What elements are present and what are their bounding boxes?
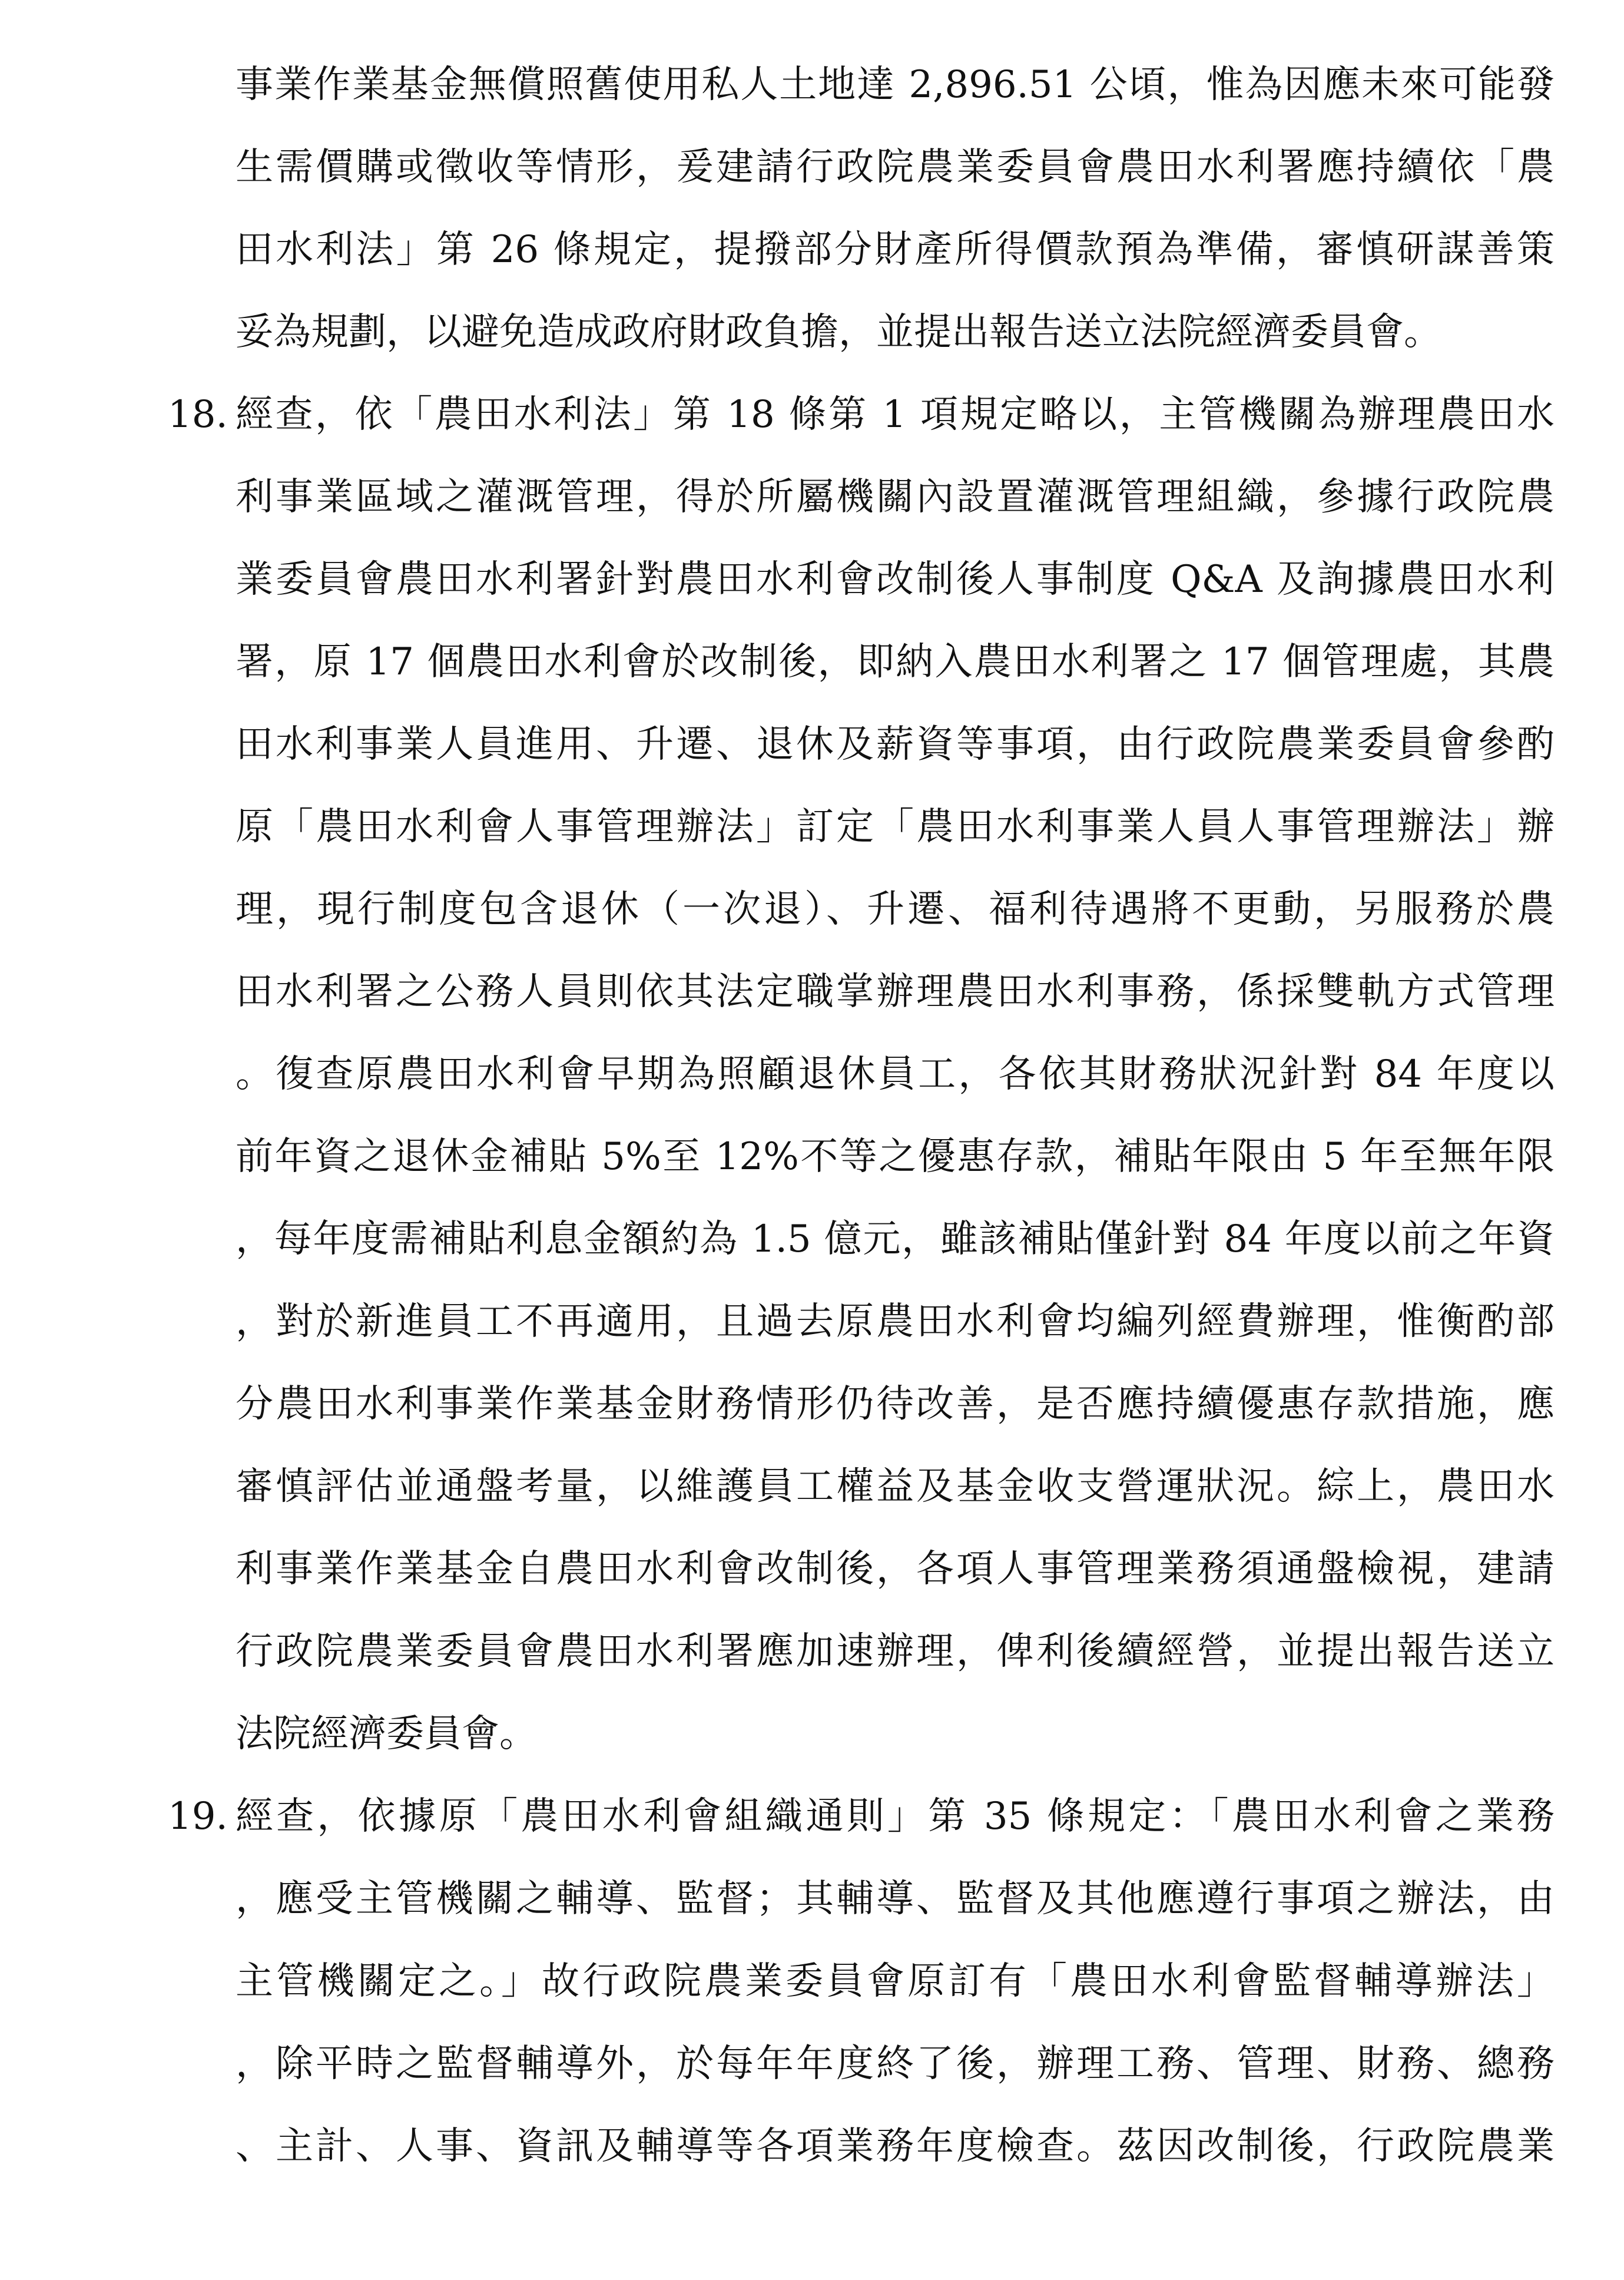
item-19-line: 經查，依據原「農田水利會組織通則」第 35 條規定：「農田水利會之業務: [236, 1795, 1555, 1838]
item-18-line: 審慎評估並通盤考量，以維護員工權益及基金收支營運狀況。綜上，農田水: [236, 1465, 1555, 1508]
item-18-line: 法院經濟委員會。: [236, 1712, 537, 1756]
item-number: 18.: [168, 393, 228, 436]
item-18-line: 分農田水利事業作業基金財務情形仍待改善，是否應持續優惠存款措施，應: [236, 1382, 1555, 1426]
intro-line: 田水利法」第 26 條規定，提撥部分財產所得價款預為準備，審慎研謀善策: [236, 228, 1555, 272]
item-18-line: 。復查原農田水利會早期為照顧退休員工，各依其財務狀況針對 84 年度以: [236, 1053, 1555, 1096]
item-18-line: 業委員會農田水利署針對農田水利會改制後人事制度 Q&A 及詢據農田水利: [236, 558, 1555, 601]
item-18-line: 署，原 17 個農田水利會於改制後，即納入農田水利署之 17 個管理處，其農: [236, 640, 1555, 684]
intro-line: 生需價購或徵收等情形，爰建請行政院農業委員會農田水利署應持續依「農: [236, 145, 1555, 189]
item-18-line: 田水利事業人員進用、升遷、退休及薪資等事項，由行政院農業委員會參酌: [236, 723, 1555, 766]
item-18-line: 利事業區域之灌溉管理，得於所屬機關內設置灌溉管理組織，參據行政院農: [236, 475, 1555, 519]
item-19-line: ，除平時之監督輔導外，於每年年度終了後，辦理工務、管理、財務、總務: [236, 2042, 1555, 2086]
item-18-line: 理，現行制度包含退休（一次退）、升遷、福利待遇將不更動，另服務於農: [236, 888, 1555, 931]
item-18-line: 利事業作業基金自農田水利會改制後，各項人事管理業務須通盤檢視，建請: [236, 1547, 1555, 1591]
item-18-line: ，每年度需補貼利息金額約為 1.5 億元，雖該補貼僅針對 84 年度以前之年資: [236, 1217, 1555, 1261]
item-18-line: 經查，依「農田水利法」第 18 條第 1 項規定略以，主管機關為辦理農田水: [236, 393, 1555, 436]
item-18-line: ，對於新進員工不再適用，且過去原農田水利會均編列經費辦理，惟衡酌部: [236, 1300, 1555, 1343]
item-19-line: ，應受主管機關之輔導、監督；其輔導、監督及其他應遵行事項之辦法，由: [236, 1877, 1555, 1921]
item-number: 19.: [168, 1795, 228, 1838]
item-18-line: 田水利署之公務人員則依其法定職掌辦理農田水利事務，係採雙軌方式管理: [236, 970, 1555, 1014]
intro-line: 事業作業基金無償照舊使用私人土地達 2,896.51 公頃，惟為因應未來可能發: [236, 63, 1555, 107]
intro-line: 妥為規劃，以避免造成政府財政負擔，並提出報告送立法院經濟委員會。: [236, 310, 1441, 354]
item-18-line: 前年資之退休金補貼 5%至 12%不等之優惠存款，補貼年限由 5 年至無年限: [236, 1135, 1555, 1179]
item-19-line: 、主計、人事、資訊及輔導等各項業務年度檢查。茲因改制後，行政院農業: [236, 2125, 1555, 2168]
item-18-line: 原「農田水利會人事管理辦法」訂定「農田水利事業人員人事管理辦法」辦: [236, 805, 1555, 849]
item-18-line: 行政院農業委員會農田水利署應加速辦理，俾利後續經營，並提出報告送立: [236, 1630, 1555, 1673]
item-19-line: 主管機關定之。」故行政院農業委員會原訂有「農田水利會監督輔導辦法」: [236, 1960, 1555, 2003]
